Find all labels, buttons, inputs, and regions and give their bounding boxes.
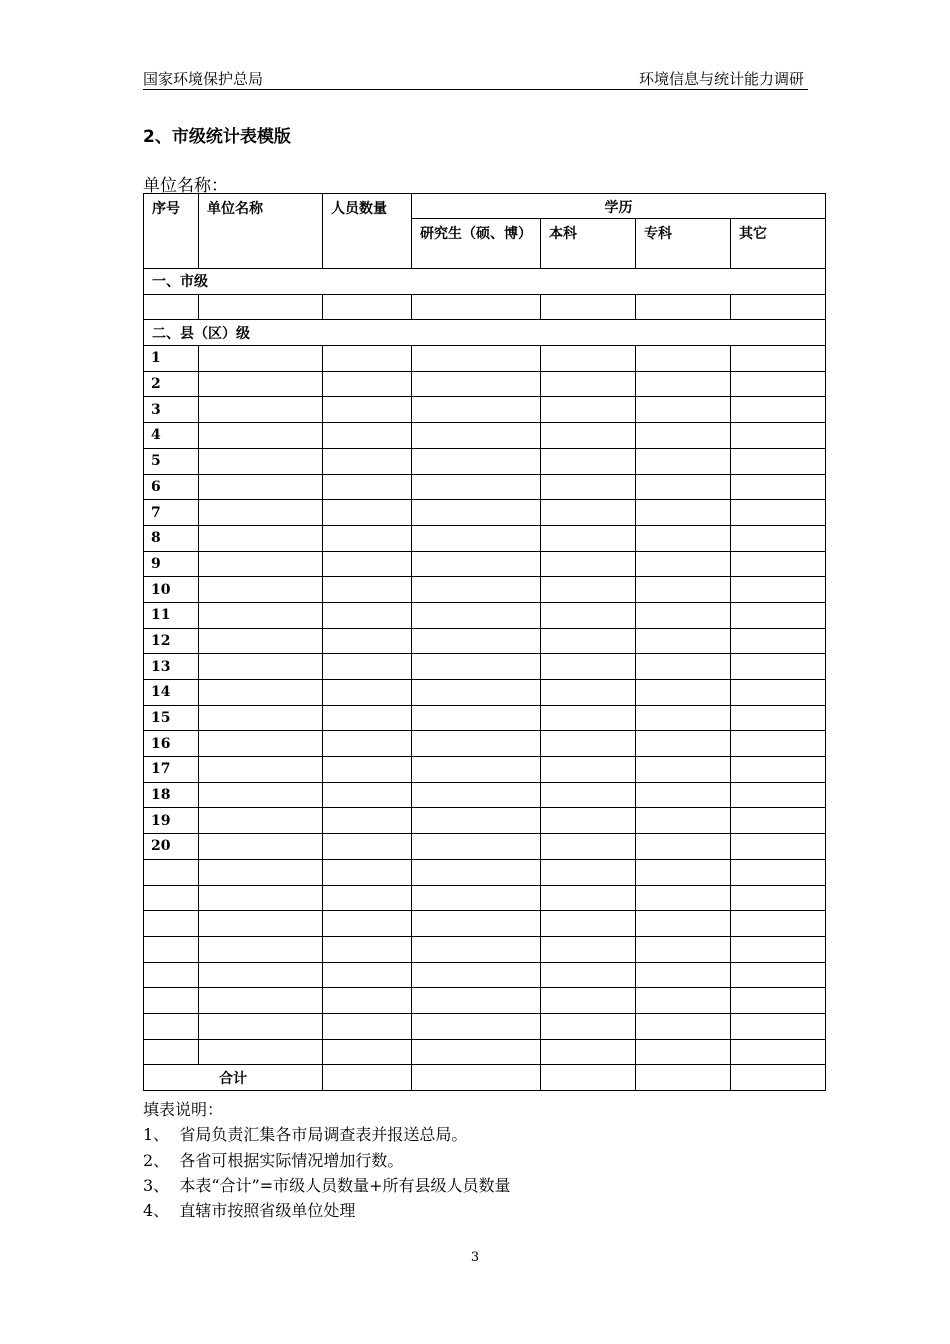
table-cell[interactable] bbox=[541, 654, 636, 680]
table-cell[interactable] bbox=[541, 346, 636, 372]
row-number[interactable]: 16 bbox=[144, 731, 199, 757]
notes bbox=[143, 1097, 511, 1223]
table-cell[interactable] bbox=[636, 731, 731, 757]
table-row bbox=[144, 988, 826, 1014]
row-number[interactable]: 19 bbox=[144, 808, 199, 834]
table-cell[interactable] bbox=[412, 988, 541, 1014]
table-cell[interactable] bbox=[199, 936, 323, 962]
row-number[interactable]: 13 bbox=[144, 654, 199, 680]
row-number[interactable] bbox=[144, 936, 199, 962]
table-row bbox=[144, 936, 826, 962]
table-cell[interactable] bbox=[323, 448, 412, 474]
table-cell[interactable] bbox=[541, 911, 636, 937]
note-item: 2、 各省可根据实际情况增加行数。 bbox=[143, 1150, 404, 1170]
table-cell[interactable] bbox=[731, 423, 826, 449]
section-city: 一、市级 bbox=[144, 269, 826, 295]
table-cell[interactable] bbox=[412, 1039, 541, 1065]
table-cell[interactable] bbox=[636, 988, 731, 1014]
table-row bbox=[144, 680, 826, 706]
table-cell[interactable] bbox=[636, 577, 731, 603]
table-cell[interactable] bbox=[199, 602, 323, 628]
row-number[interactable]: 15 bbox=[144, 705, 199, 731]
table-cell[interactable] bbox=[731, 1013, 826, 1039]
table-cell[interactable] bbox=[636, 474, 731, 500]
table-row bbox=[144, 397, 826, 423]
table-cell[interactable] bbox=[199, 1039, 323, 1065]
table-cell[interactable] bbox=[636, 371, 731, 397]
table-cell[interactable] bbox=[199, 500, 323, 526]
table-row bbox=[144, 474, 826, 500]
table-cell[interactable] bbox=[323, 371, 412, 397]
table-row bbox=[144, 602, 826, 628]
row-number[interactable] bbox=[144, 885, 199, 911]
table-cell[interactable] bbox=[731, 936, 826, 962]
table-cell[interactable] bbox=[323, 962, 412, 988]
table-cell[interactable] bbox=[323, 885, 412, 911]
table-cell[interactable] bbox=[636, 1039, 731, 1065]
table-cell[interactable] bbox=[636, 551, 731, 577]
table-cell[interactable] bbox=[412, 808, 541, 834]
table-cell[interactable] bbox=[412, 859, 541, 885]
row-number[interactable] bbox=[144, 962, 199, 988]
table-row bbox=[144, 551, 826, 577]
table-row bbox=[144, 731, 826, 757]
table-cell[interactable] bbox=[541, 834, 636, 860]
row-number[interactable]: 20 bbox=[144, 834, 199, 860]
table-cell[interactable] bbox=[541, 1039, 636, 1065]
table-cell[interactable] bbox=[323, 577, 412, 603]
table-cell[interactable] bbox=[323, 834, 412, 860]
table-cell[interactable] bbox=[636, 397, 731, 423]
table-cell[interactable] bbox=[199, 525, 323, 551]
row-number[interactable]: 3 bbox=[144, 397, 199, 423]
table-cell[interactable] bbox=[323, 602, 412, 628]
table-cell[interactable] bbox=[731, 988, 826, 1014]
table-cell[interactable] bbox=[199, 397, 323, 423]
table-cell[interactable] bbox=[731, 705, 826, 731]
table-cell[interactable] bbox=[412, 448, 541, 474]
table-cell[interactable] bbox=[541, 628, 636, 654]
table-cell[interactable] bbox=[323, 808, 412, 834]
table-row bbox=[144, 448, 826, 474]
row-number[interactable]: 5 bbox=[144, 448, 199, 474]
table-cell[interactable] bbox=[731, 680, 826, 706]
table-cell[interactable] bbox=[636, 448, 731, 474]
table-cell[interactable] bbox=[731, 628, 826, 654]
table-row bbox=[144, 346, 826, 372]
table-cell[interactable] bbox=[731, 371, 826, 397]
table-cell[interactable] bbox=[412, 346, 541, 372]
table-row bbox=[144, 834, 826, 860]
header-unit-name: 单位名称 bbox=[199, 194, 323, 269]
table-cell[interactable] bbox=[731, 448, 826, 474]
row-number[interactable]: 4 bbox=[144, 423, 199, 449]
table-cell[interactable] bbox=[323, 911, 412, 937]
table-row bbox=[144, 654, 826, 680]
table-cell[interactable] bbox=[541, 859, 636, 885]
table-row bbox=[144, 705, 826, 731]
table-cell[interactable] bbox=[731, 474, 826, 500]
unit-name-label: 单位名称： bbox=[143, 176, 228, 196]
table-cell[interactable] bbox=[731, 654, 826, 680]
table-cell[interactable] bbox=[323, 525, 412, 551]
table-cell[interactable] bbox=[541, 397, 636, 423]
table-cell[interactable] bbox=[199, 808, 323, 834]
section-title: 2、市级统计表模版 bbox=[143, 127, 291, 147]
table-cell[interactable] bbox=[199, 346, 323, 372]
table-row bbox=[144, 885, 826, 911]
table-row bbox=[144, 911, 826, 937]
table-cell[interactable] bbox=[199, 962, 323, 988]
table-cell[interactable] bbox=[412, 705, 541, 731]
table-cell[interactable] bbox=[412, 834, 541, 860]
total-cell[interactable] bbox=[636, 1065, 731, 1091]
table-cell[interactable] bbox=[731, 885, 826, 911]
table-cell[interactable] bbox=[199, 371, 323, 397]
table-row bbox=[144, 577, 826, 603]
table-cell[interactable] bbox=[412, 602, 541, 628]
table-cell[interactable] bbox=[323, 346, 412, 372]
table-cell[interactable] bbox=[412, 474, 541, 500]
table-cell[interactable] bbox=[731, 757, 826, 783]
table-cell[interactable] bbox=[199, 577, 323, 603]
header-doc-title: 环境信息与统计能力调研 bbox=[638, 70, 804, 88]
row-number[interactable]: 17 bbox=[144, 757, 199, 783]
header-edu-other: 其它 bbox=[731, 218, 826, 268]
total-cell[interactable] bbox=[731, 1065, 826, 1091]
table-cell[interactable] bbox=[412, 654, 541, 680]
table-cell[interactable] bbox=[636, 885, 731, 911]
table-cell[interactable] bbox=[636, 654, 731, 680]
table-row bbox=[144, 423, 826, 449]
statistics-table bbox=[143, 193, 826, 1091]
row-number[interactable]: 11 bbox=[144, 602, 199, 628]
table-cell[interactable] bbox=[541, 731, 636, 757]
table-cell[interactable] bbox=[636, 628, 731, 654]
table-cell[interactable] bbox=[199, 654, 323, 680]
table-cell[interactable] bbox=[541, 1013, 636, 1039]
table-cell[interactable] bbox=[323, 680, 412, 706]
table-cell[interactable] bbox=[323, 757, 412, 783]
table-cell[interactable] bbox=[731, 962, 826, 988]
table-cell[interactable] bbox=[412, 423, 541, 449]
table-cell[interactable] bbox=[636, 911, 731, 937]
total-label: 合计 bbox=[144, 1065, 323, 1091]
table-cell[interactable] bbox=[541, 757, 636, 783]
table-cell[interactable] bbox=[541, 988, 636, 1014]
table-cell[interactable] bbox=[412, 911, 541, 937]
table-cell[interactable] bbox=[636, 1013, 731, 1039]
table-cell[interactable] bbox=[412, 885, 541, 911]
row-number[interactable]: 1 bbox=[144, 346, 199, 372]
table-cell[interactable] bbox=[199, 423, 323, 449]
table-cell[interactable] bbox=[636, 962, 731, 988]
table-row bbox=[144, 294, 826, 320]
table-cell[interactable] bbox=[323, 936, 412, 962]
table-cell[interactable] bbox=[412, 936, 541, 962]
row-number[interactable]: 2 bbox=[144, 371, 199, 397]
table-cell[interactable] bbox=[541, 705, 636, 731]
note-item: 3、 本表“合计”=市级人员数量+所有县级人员数量 bbox=[143, 1175, 511, 1195]
table-cell[interactable] bbox=[199, 885, 323, 911]
table-cell[interactable] bbox=[541, 577, 636, 603]
table-cell[interactable] bbox=[199, 448, 323, 474]
table-cell[interactable] bbox=[412, 577, 541, 603]
row-number[interactable] bbox=[144, 1013, 199, 1039]
table-cell[interactable] bbox=[731, 859, 826, 885]
table-cell[interactable] bbox=[731, 911, 826, 937]
table-cell[interactable] bbox=[323, 423, 412, 449]
table-row bbox=[144, 962, 826, 988]
table-cell[interactable] bbox=[412, 628, 541, 654]
total-cell[interactable] bbox=[412, 1065, 541, 1091]
page-number: 3 bbox=[470, 1250, 480, 1265]
notes-title: 填表说明： bbox=[143, 1100, 224, 1119]
total-cell[interactable] bbox=[323, 1065, 412, 1091]
table-cell[interactable] bbox=[199, 757, 323, 783]
table-cell[interactable] bbox=[412, 500, 541, 526]
table-cell[interactable] bbox=[636, 680, 731, 706]
header-edu-junior: 专科 bbox=[636, 218, 731, 268]
total-row bbox=[144, 1065, 826, 1091]
table-cell[interactable] bbox=[323, 474, 412, 500]
header-seq: 序号 bbox=[144, 194, 199, 269]
table-cell[interactable] bbox=[541, 808, 636, 834]
table-cell[interactable] bbox=[541, 962, 636, 988]
total-cell[interactable] bbox=[541, 1065, 636, 1091]
table-cell[interactable] bbox=[731, 731, 826, 757]
table-cell[interactable] bbox=[731, 500, 826, 526]
table-cell[interactable] bbox=[636, 782, 731, 808]
section-county: 二、县（区）级 bbox=[144, 320, 826, 346]
table-cell[interactable] bbox=[199, 680, 323, 706]
row-number[interactable]: 10 bbox=[144, 577, 199, 603]
table-cell[interactable] bbox=[323, 1039, 412, 1065]
row-number[interactable]: 9 bbox=[144, 551, 199, 577]
table-row bbox=[144, 1013, 826, 1039]
row-number[interactable] bbox=[144, 911, 199, 937]
table-cell[interactable] bbox=[323, 859, 412, 885]
table-cell[interactable] bbox=[199, 731, 323, 757]
table-cell[interactable] bbox=[541, 602, 636, 628]
table-cell[interactable] bbox=[731, 808, 826, 834]
table-cell[interactable] bbox=[199, 988, 323, 1014]
row-number[interactable]: 14 bbox=[144, 680, 199, 706]
table-cell[interactable] bbox=[636, 525, 731, 551]
table-cell[interactable] bbox=[323, 705, 412, 731]
table-row bbox=[144, 859, 826, 885]
table-cell[interactable] bbox=[636, 705, 731, 731]
note-item: 4、 直辖市按照省级单位处理 bbox=[143, 1201, 356, 1221]
table-cell[interactable] bbox=[412, 371, 541, 397]
table-cell[interactable] bbox=[199, 551, 323, 577]
table-cell[interactable] bbox=[636, 294, 731, 320]
table-cell[interactable] bbox=[731, 551, 826, 577]
table-cell[interactable] bbox=[412, 962, 541, 988]
table-cell[interactable] bbox=[199, 911, 323, 937]
table-cell[interactable] bbox=[199, 294, 323, 320]
table-cell[interactable] bbox=[412, 1013, 541, 1039]
table-cell[interactable] bbox=[412, 397, 541, 423]
table-cell[interactable] bbox=[731, 782, 826, 808]
table-cell[interactable] bbox=[636, 757, 731, 783]
table-cell[interactable] bbox=[541, 448, 636, 474]
table-cell[interactable] bbox=[636, 834, 731, 860]
header-staff-count: 人员数量 bbox=[323, 194, 412, 269]
table-cell[interactable] bbox=[541, 423, 636, 449]
table-cell[interactable] bbox=[541, 525, 636, 551]
table-cell[interactable] bbox=[323, 1013, 412, 1039]
table-cell[interactable] bbox=[636, 346, 731, 372]
table-cell[interactable] bbox=[541, 680, 636, 706]
table-cell[interactable] bbox=[541, 294, 636, 320]
page-header bbox=[143, 70, 808, 90]
table-row bbox=[144, 782, 826, 808]
table-cell[interactable] bbox=[199, 474, 323, 500]
table-cell[interactable] bbox=[731, 294, 826, 320]
table-cell[interactable] bbox=[323, 988, 412, 1014]
table-cell[interactable] bbox=[199, 834, 323, 860]
header-education: 学历 bbox=[412, 194, 826, 219]
table-cell[interactable] bbox=[541, 885, 636, 911]
table-cell[interactable] bbox=[144, 294, 199, 320]
table-row bbox=[144, 525, 826, 551]
table-row bbox=[144, 757, 826, 783]
table-cell[interactable] bbox=[323, 782, 412, 808]
table-cell[interactable] bbox=[636, 423, 731, 449]
table-cell[interactable] bbox=[731, 346, 826, 372]
table-cell[interactable] bbox=[199, 705, 323, 731]
table-cell[interactable] bbox=[636, 500, 731, 526]
table-cell[interactable] bbox=[199, 859, 323, 885]
table-cell[interactable] bbox=[199, 1013, 323, 1039]
table-cell[interactable] bbox=[323, 731, 412, 757]
table-cell[interactable] bbox=[541, 371, 636, 397]
table-cell[interactable] bbox=[636, 936, 731, 962]
row-number[interactable] bbox=[144, 1039, 199, 1065]
table-cell[interactable] bbox=[412, 525, 541, 551]
row-number[interactable]: 8 bbox=[144, 525, 199, 551]
header-org: 国家环境保护总局 bbox=[143, 70, 264, 88]
table-row bbox=[144, 628, 826, 654]
table-cell[interactable] bbox=[323, 654, 412, 680]
note-item: 1、 省局负责汇集各市局调查表并报送总局。 bbox=[143, 1125, 468, 1145]
row-number[interactable]: 6 bbox=[144, 474, 199, 500]
table-cell[interactable] bbox=[412, 731, 541, 757]
table-cell[interactable] bbox=[636, 808, 731, 834]
table-cell[interactable] bbox=[412, 294, 541, 320]
table-cell[interactable] bbox=[731, 602, 826, 628]
table-cell[interactable] bbox=[541, 474, 636, 500]
table-row bbox=[144, 371, 826, 397]
table-row bbox=[144, 1039, 826, 1065]
table-cell[interactable] bbox=[731, 577, 826, 603]
table-cell[interactable] bbox=[199, 628, 323, 654]
table-cell[interactable] bbox=[412, 551, 541, 577]
row-number[interactable]: 12 bbox=[144, 628, 199, 654]
row-number[interactable]: 7 bbox=[144, 500, 199, 526]
table-row bbox=[144, 808, 826, 834]
table-cell[interactable] bbox=[323, 628, 412, 654]
table-cell[interactable] bbox=[323, 551, 412, 577]
table-cell[interactable] bbox=[412, 680, 541, 706]
table-cell[interactable] bbox=[731, 1039, 826, 1065]
row-number[interactable]: 18 bbox=[144, 782, 199, 808]
table-cell[interactable] bbox=[412, 782, 541, 808]
table-cell[interactable] bbox=[541, 936, 636, 962]
table-cell[interactable] bbox=[199, 782, 323, 808]
table-cell[interactable] bbox=[541, 500, 636, 526]
row-number[interactable] bbox=[144, 859, 199, 885]
table-cell[interactable] bbox=[323, 397, 412, 423]
table-cell[interactable] bbox=[731, 525, 826, 551]
header-edu-bachelor: 本科 bbox=[541, 218, 636, 268]
table-cell[interactable] bbox=[541, 782, 636, 808]
header-edu-graduate: 研究生（硕、博） bbox=[412, 218, 541, 268]
table-cell[interactable] bbox=[731, 397, 826, 423]
table-row bbox=[144, 500, 826, 526]
table-cell[interactable] bbox=[412, 757, 541, 783]
table-cell[interactable] bbox=[323, 294, 412, 320]
table-cell[interactable] bbox=[636, 602, 731, 628]
row-number[interactable] bbox=[144, 988, 199, 1014]
table-cell[interactable] bbox=[541, 551, 636, 577]
table-cell[interactable] bbox=[731, 834, 826, 860]
table-cell[interactable] bbox=[636, 859, 731, 885]
table-cell[interactable] bbox=[323, 500, 412, 526]
